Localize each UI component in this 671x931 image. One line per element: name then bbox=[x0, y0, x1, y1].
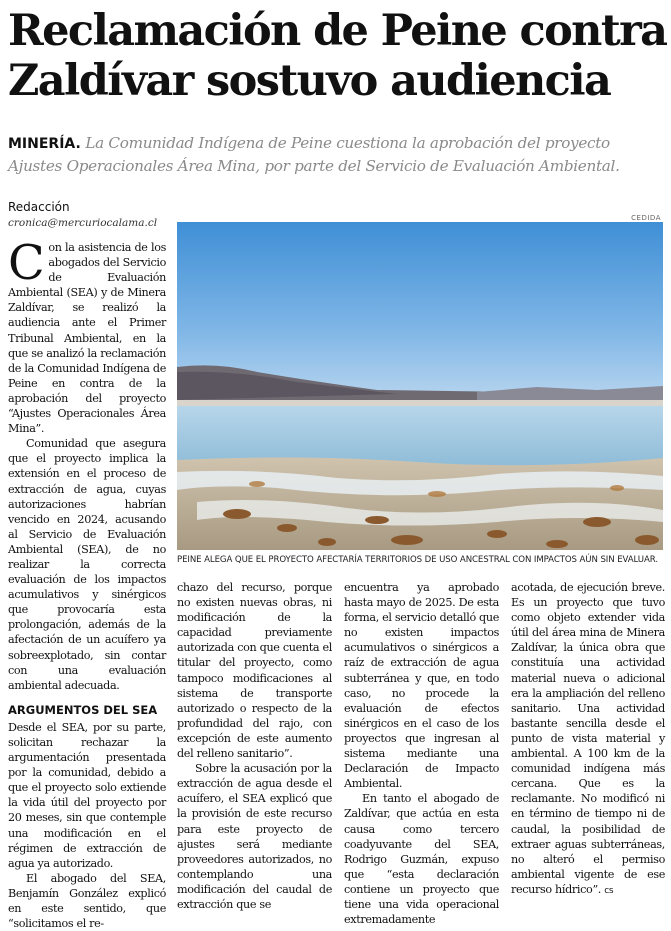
photo-caption: PEINE ALEGA QUE EL PROYECTO AFECTARÍA TERRITORIOS DE USO ANCESTRAL CON IMPACTOS AÚN SIN EVALUAR. bbox=[177, 555, 658, 565]
paragraph-sea-position: Desde el SEA, por su parte, solicitan rechazar la argumentación presentada por la comunidad, debido a que el proyecto solo extiende la vida útil del proyecto por 20 meses, sin que contemple una modificación en el régimen de extracción de agua ya autorizado. bbox=[8, 720, 166, 870]
paragraph-sea-lawyer: El abogado del SEA, Benjamín González explicó en este sentido, que “solicitamos el re- bbox=[8, 871, 166, 931]
byline-email: cronica@mercuriocalama.cl bbox=[8, 217, 158, 229]
paragraph-zaldivar-lawyer-cont-text: acotada, de ejecución breve. Es un proyecto que tuvo como objeto extender vida útil del área mina de Minera Zaldívar, la única obra que constituía una actividad material nueva o adicional era la ampliación del relleno sanitario. Una actividad bastante sencilla desde el punto de vista material y ambiental. A 100 km de la comunidad indígena más cercana. Que es la reclamante. No modificó ni en término de tiempo ni de caudal, la posibilidad de extraer aguas subterráneas, no alteró el permiso ambiental vigente de ese recurso hídrico”. bbox=[511, 581, 665, 896]
lead-kicker: MINERÍA. bbox=[8, 136, 81, 152]
lead-text: La Comunidad Indígena de Peine cuestiona la aprobación del proyecto Ajustes Operacionales Área Mina, por parte del Servicio de Evaluación Ambiental. bbox=[8, 134, 620, 175]
drop-cap: C bbox=[8, 235, 45, 291]
paragraph-intro-text: on la asistencia de los abogados del Servicio de Evaluación Ambiental (SEA) y de Minera Zaldívar, se realizó la audiencia ante el Primer Tribunal Ambiental, en la que se analizó la reclamación de la Comunidad Indígena de Peine en contra de la aprobación del proyecto “Ajustes Operacionales Área Mina”. bbox=[8, 241, 166, 436]
byline-author: Redacción bbox=[8, 200, 70, 214]
paragraph-zaldivar-lawyer: En tanto el abogado de Zaldívar, que actúa en esta causa como tercero coadyuvante del SEA, Rodrigo Guzmán, expuso que “esta declaración contiene un proyecto que tiene una vida operacional extremadamente bbox=[344, 792, 499, 927]
article-column-4 bbox=[511, 580, 665, 899]
article-column-3 bbox=[344, 580, 499, 927]
headline: Reclamación de Peine contra Zaldívar sostuvo audiencia bbox=[8, 6, 667, 106]
paragraph-zaldivar-lawyer-cont bbox=[511, 580, 665, 899]
paragraph-intro bbox=[8, 235, 166, 436]
end-mark: cs bbox=[604, 885, 614, 896]
article-column-1 bbox=[8, 235, 166, 931]
photo-credit: CEDIDA bbox=[631, 214, 661, 222]
paragraph-sea-lawyer-cont: chazo del recurso, porque no existen nuevas obras, ni modificación de la capacidad previamente autorizada con que cuenta el titular del proyecto, como tampoco modificaciones al sistema de transporte autorizado o respecto de la profundidad del rajo, con excepción de este aumento del relleno sanitario”. bbox=[177, 581, 332, 761]
byline bbox=[8, 199, 157, 231]
lead-paragraph bbox=[8, 132, 668, 177]
subheading-sea-arguments: ARGUMENTOS DEL SEA bbox=[8, 702, 158, 717]
paragraph-water-extraction: Sobre la acusación por la extracción de agua desde el acuífero, el SEA explicó que la provisión de este recurso para este proyecto de ajustes será mediante proveedores autorizados, no contemplando una modificación del caudal de extracción que se bbox=[177, 762, 332, 911]
salt-flat-lagoon-photo bbox=[177, 222, 663, 550]
paragraph-water-extraction-cont: encuentra ya aprobado hasta mayo de 2025. De esta forma, el servicio detalló que no existen impactos acumulativos o sinérgicos a raíz de extracción de agua subterránea y que, en todo caso, no procede la evaluación de efectos sinérgicos en el caso de los proyectos que ingresan al sistema mediante una Declaración de Impacto Ambiental. bbox=[344, 581, 499, 791]
paragraph-community: Comunidad que asegura que el proyecto implica la extensión en el proceso de extracción de agua, cuyas autorizaciones habrían vencido en 2024, acusando al Servicio de Evaluación Ambiental (SEA), de no realizar la correcta evaluación de los impactos acumulativos y sinérgicos que provocaría esta prolongación, además de la afectación de un acuífero ya sobreexplotado, sin contar con una evaluación ambiental adecuada. bbox=[8, 437, 166, 692]
article-column-2 bbox=[177, 580, 332, 912]
